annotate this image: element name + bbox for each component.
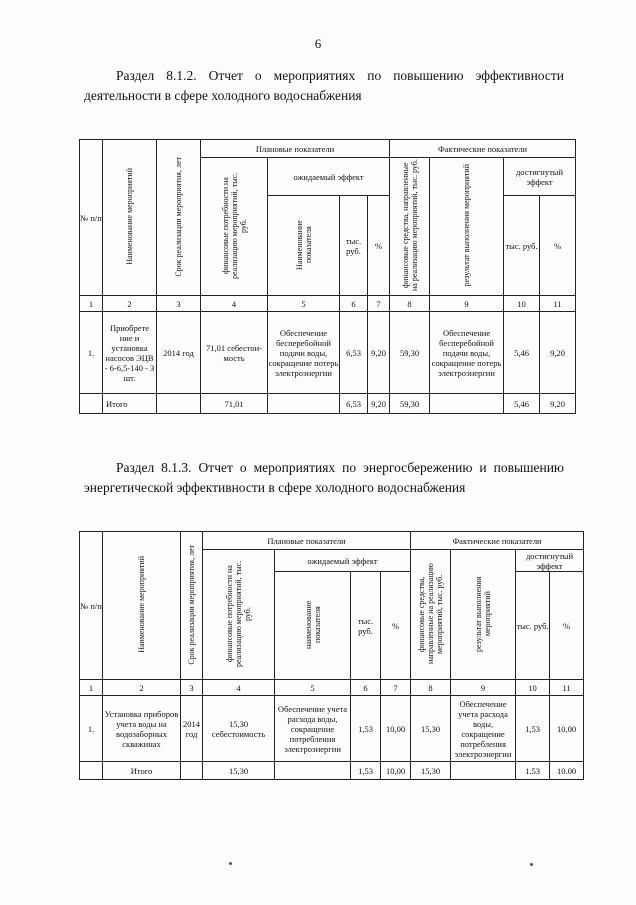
col-number: 8 bbox=[411, 680, 451, 696]
header-result: результат выполнения мероприятий bbox=[462, 164, 472, 287]
row-fin-plan: 71,01 себестои-мость bbox=[201, 312, 268, 394]
col-number: 4 bbox=[201, 296, 268, 312]
header-no: № п/п bbox=[80, 532, 103, 680]
row-fin-plan: 15,30 себестоимость bbox=[203, 696, 275, 762]
table-row bbox=[80, 696, 584, 762]
total-rub: 1,53 bbox=[351, 762, 381, 780]
total-label: Итого bbox=[103, 394, 157, 414]
header-pct: % bbox=[368, 196, 390, 296]
row-no: 1. bbox=[80, 312, 103, 394]
header-rub: тыс. руб. bbox=[340, 196, 368, 296]
row-name: Установка приборов учета воды на водозаборных скважинах bbox=[103, 696, 181, 762]
header-pct: % bbox=[381, 572, 411, 680]
header-plan: Плановые показатели bbox=[201, 140, 390, 158]
col-number: 9 bbox=[451, 680, 516, 696]
row-pct: 10,00 bbox=[381, 696, 411, 762]
header-achieved: достигнутый эффект bbox=[504, 158, 576, 196]
col-number: 6 bbox=[340, 296, 368, 312]
row-term: 2014 год bbox=[181, 696, 203, 762]
header-fin-fact: финансовые средства, направленные на реализацию мероприятий, тыс. руб. bbox=[400, 159, 419, 292]
col-number: 7 bbox=[368, 296, 390, 312]
row-fin-fact: 15,30 bbox=[411, 696, 451, 762]
header-fact: Фактические показатели bbox=[390, 140, 576, 158]
table-row bbox=[80, 312, 576, 394]
total-pct-fact: 9,20 bbox=[540, 394, 576, 414]
header-plan: Плановые показатели bbox=[203, 532, 411, 550]
row-rub: 1,53 bbox=[351, 696, 381, 762]
header-result: результат выполнения мероприятий bbox=[474, 575, 493, 652]
header-name: Наименование мероприятий bbox=[137, 556, 146, 653]
section-heading-line1: Раздел 8.1.2. Отчет о мероприятиях по повышению эффективности bbox=[116, 68, 564, 83]
header-fin-plan: финансовые потребности на реализацию мероприятий, тыс. руб. bbox=[225, 560, 252, 667]
total-rub: 6,53 bbox=[340, 394, 368, 414]
row-pct-fact: 9,20 bbox=[540, 312, 576, 394]
total-fin-plan: 71,01 bbox=[201, 394, 268, 414]
row-rub-fact: 5,46 bbox=[504, 312, 540, 394]
report-table-8-1-3 bbox=[79, 531, 584, 780]
total-rub-fact: 1.53 bbox=[516, 762, 550, 780]
row-fin-fact: 59,30 bbox=[390, 312, 430, 394]
section-heading-8-1-2 bbox=[84, 66, 564, 106]
scan-speck bbox=[530, 863, 533, 866]
report-table-8-1-2 bbox=[79, 139, 576, 414]
header-fin-plan: финансовые потребности на реализацию мероприятий, тыс. руб. bbox=[220, 172, 248, 279]
row-pct-fact: 10,00 bbox=[550, 696, 584, 762]
col-number: 1 bbox=[80, 296, 103, 312]
total-pct: 10,00 bbox=[381, 762, 411, 780]
col-number: 3 bbox=[181, 680, 203, 696]
total-rub-fact: 5,46 bbox=[504, 394, 540, 414]
header-fact: Фактические показатели bbox=[411, 532, 584, 550]
row-name: Приобрете ние и установка насосов ЭЦВ - 6-6,5-140 - 3 шт. bbox=[103, 312, 157, 394]
col-number: 3 bbox=[157, 296, 201, 312]
col-number: 11 bbox=[550, 680, 584, 696]
header-rub: тыс. руб. bbox=[351, 572, 381, 680]
col-number: 5 bbox=[275, 680, 351, 696]
row-rub-fact: 1,53 bbox=[516, 696, 550, 762]
header-term: Срок реализации мероприятия, лет bbox=[174, 156, 183, 277]
header-expected: ожидаемый эффект bbox=[275, 550, 411, 572]
col-number: 7 bbox=[381, 680, 411, 696]
col-number: 10 bbox=[516, 680, 550, 696]
header-expected: ожидаемый эффект bbox=[268, 158, 390, 196]
col-number: 2 bbox=[103, 680, 181, 696]
total-row bbox=[80, 762, 584, 780]
row-rub: 6,53 bbox=[340, 312, 368, 394]
total-label: Итого bbox=[103, 762, 181, 780]
header-no: № п/п bbox=[80, 140, 103, 296]
col-number: 5 bbox=[268, 296, 340, 312]
section-heading-8-1-3 bbox=[84, 458, 564, 498]
col-number: 1 bbox=[80, 680, 103, 696]
col-number: 10 bbox=[504, 296, 540, 312]
row-term: 2014 год bbox=[157, 312, 201, 394]
row-effect: Обеспечение учета расхода воды, сокращение потребления электроэнергии bbox=[275, 696, 351, 762]
header-achieved: достигнутый эффект bbox=[516, 550, 584, 572]
row-effect: Обеспечение бесперебойной подачи воды, сокращение потерь электроэнергии bbox=[268, 312, 340, 394]
header-name: Наименование мероприятий bbox=[125, 168, 134, 265]
row-result: Обеспечение учета расхода воды, сокращение потребления электроэнергии bbox=[451, 696, 516, 762]
page-number: 6 bbox=[314, 36, 322, 51]
total-pct-fact: 10.00 bbox=[550, 762, 584, 780]
total-row bbox=[80, 394, 576, 414]
section-heading-line1: Раздел 8.1.3. Отчет о мероприятиях по энергосбережению и повышению bbox=[116, 460, 564, 475]
scan-speck bbox=[229, 862, 232, 865]
total-pct: 9,20 bbox=[368, 394, 390, 414]
col-number: 2 bbox=[103, 296, 157, 312]
header-rub-fact: тыс. руб. bbox=[504, 196, 540, 296]
total-fin-plan: 15,30 bbox=[203, 762, 275, 780]
total-fin-fact: 15,30 bbox=[411, 762, 451, 780]
header-effect-name: Наименование показателя bbox=[294, 219, 313, 270]
col-number: 11 bbox=[540, 296, 576, 312]
col-number: 4 bbox=[203, 680, 275, 696]
row-no: 1. bbox=[80, 696, 103, 762]
section-heading-line2: энергетической эффективности в сфере холодного водоснабжения bbox=[84, 480, 466, 495]
row-result: Обеспечение бесперебойной подачи воды, сокращение потерь электроэнергии bbox=[430, 312, 504, 394]
section-heading-line2: деятельности в сфере холодного водоснабжения bbox=[84, 88, 362, 103]
col-number: 8 bbox=[390, 296, 430, 312]
header-rub-fact: тыс. руб. bbox=[516, 572, 550, 680]
col-number: 6 bbox=[351, 680, 381, 696]
header-pct-fact: % bbox=[540, 196, 576, 296]
total-fin-fact: 59,30 bbox=[390, 394, 430, 414]
header-pct-fact: % bbox=[550, 572, 584, 680]
row-pct: 9,20 bbox=[368, 312, 390, 394]
col-number: 9 bbox=[430, 296, 504, 312]
header-term: Срок реализации мероприятия, лет bbox=[187, 544, 196, 665]
header-effect-name: наименование показателя bbox=[303, 600, 322, 649]
header-fin-fact: финансовые средства, направленные на реализацию мероприятий, тыс. руб. bbox=[417, 563, 445, 664]
